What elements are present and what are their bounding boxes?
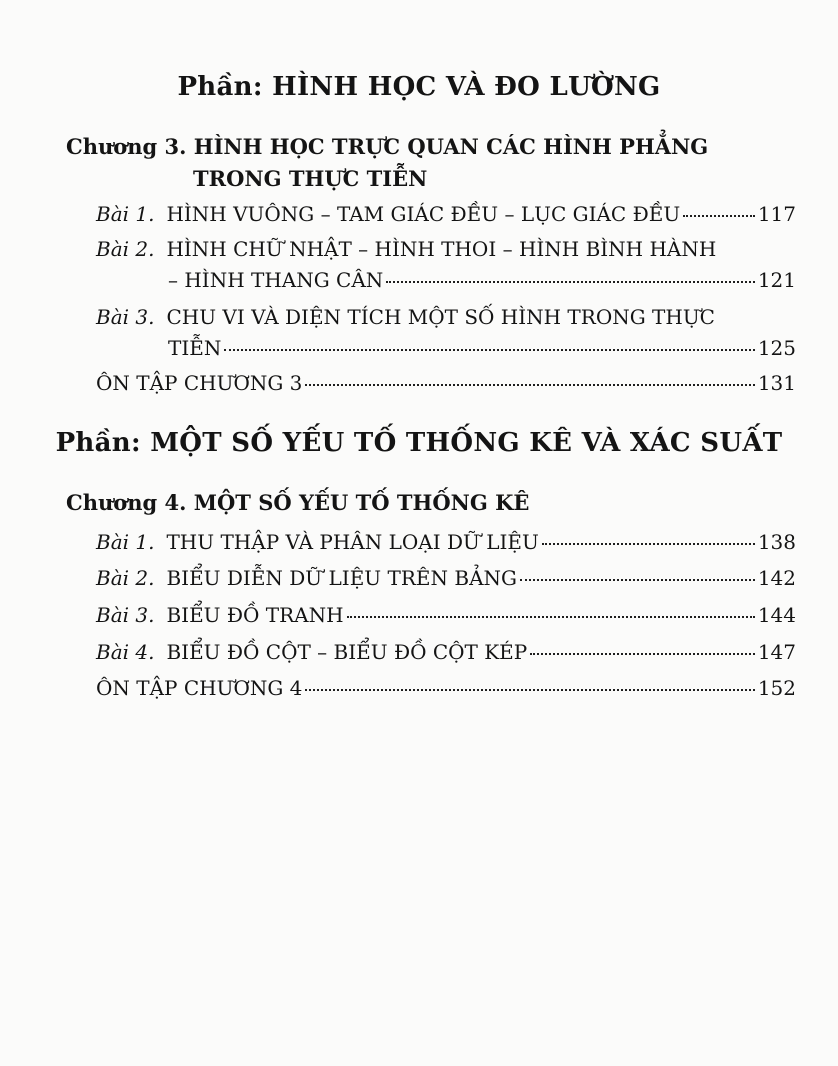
page-number: 147 — [757, 640, 796, 664]
lesson-label: Bài 1. — [96, 530, 155, 554]
lesson-title-line1: CHU VI VÀ DIỆN TÍCH MỘT SỐ HÌNH TRONG THỰC — [166, 305, 715, 329]
page-number: 125 — [757, 336, 796, 360]
part-title-geometry: Phần: HÌNH HỌC VÀ ĐO LƯỜNG — [177, 72, 661, 102]
part-title-statistics: Phần: MỘT SỐ YẾU TỐ THỐNG KÊ VÀ XÁC SUẤT — [55, 428, 783, 458]
toc-entry-ch4-lesson1[interactable] — [96, 530, 796, 560]
chapter-3-heading — [66, 134, 708, 159]
lesson-label: Bài 3. — [96, 603, 155, 627]
chapter-4-label: Chương 4. — [66, 490, 187, 515]
dot-leader — [530, 653, 755, 655]
toc-entry-ch4-lesson4[interactable] — [96, 640, 796, 670]
lesson-title: BIỂU DIỄN DỮ LIỆU TRÊN BẢNG — [166, 566, 517, 590]
page-number: 117 — [757, 202, 796, 226]
toc-entry-ch3-lesson2[interactable] — [96, 237, 796, 267]
dot-leader — [683, 215, 755, 217]
lesson-title-line1: HÌNH CHỮ NHẬT – HÌNH THOI – HÌNH BÌNH HÀNH — [166, 237, 717, 261]
review-title: ÔN TẬP CHƯƠNG 3 — [96, 371, 303, 395]
lesson-title-line2: – HÌNH THANG CÂN — [168, 268, 384, 292]
page-number: 152 — [757, 676, 796, 700]
dot-leader — [305, 384, 754, 386]
lesson-title-line2: TIỄN — [168, 336, 222, 360]
dot-leader — [305, 689, 754, 691]
chapter-4-heading — [66, 490, 529, 515]
chapter-3-title-line1: HÌNH HỌC TRỰC QUAN CÁC HÌNH PHẲNG — [193, 134, 709, 159]
chapter-3-label: Chương 3. — [66, 134, 187, 159]
toc-entry-ch4-review[interactable] — [96, 676, 796, 706]
page-number: 144 — [757, 603, 796, 627]
chapter-4-title: MỘT SỐ YẾU TỐ THỐNG KÊ — [193, 490, 530, 515]
lesson-label: Bài 2. — [96, 566, 155, 590]
lesson-title: HÌNH VUÔNG – TAM GIÁC ĐỀU – LỤC GIÁC ĐỀU — [166, 202, 681, 226]
lesson-label: Bài 3. — [96, 305, 155, 329]
lesson-title: THU THẬP VÀ PHÂN LOẠI DỮ LIỆU — [166, 530, 539, 554]
lesson-label: Bài 4. — [96, 640, 155, 664]
lesson-title: BIỂU ĐỒ TRANH — [166, 603, 344, 627]
page-number: 131 — [757, 371, 796, 395]
chapter-3-title-line2: TRONG THỰC TIỄN — [193, 166, 428, 191]
dot-leader — [386, 281, 755, 283]
review-title: ÔN TẬP CHƯƠNG 4 — [96, 676, 303, 700]
lesson-label: Bài 2. — [96, 237, 155, 261]
lesson-label: Bài 1. — [96, 202, 155, 226]
toc-entry-ch3-review[interactable] — [96, 371, 796, 401]
page-number: 121 — [757, 268, 796, 292]
dot-leader — [542, 543, 755, 545]
dot-leader — [520, 579, 755, 581]
toc-entry-ch3-lesson1[interactable] — [96, 202, 796, 232]
toc-entry-ch4-lesson2[interactable] — [96, 566, 796, 596]
dot-leader — [224, 349, 754, 351]
toc-entry-ch3-lesson3[interactable] — [96, 305, 796, 335]
toc-entry-ch3-lesson3-cont[interactable] — [168, 336, 796, 366]
toc-entry-ch4-lesson3[interactable] — [96, 603, 796, 633]
dot-leader — [347, 616, 755, 618]
page-number: 138 — [757, 530, 796, 554]
lesson-title: BIỂU ĐỒ CỘT – BIỂU ĐỒ CỘT KÉP — [166, 640, 528, 664]
page-number: 142 — [757, 566, 796, 590]
toc-entry-ch3-lesson2-cont[interactable] — [168, 268, 796, 298]
